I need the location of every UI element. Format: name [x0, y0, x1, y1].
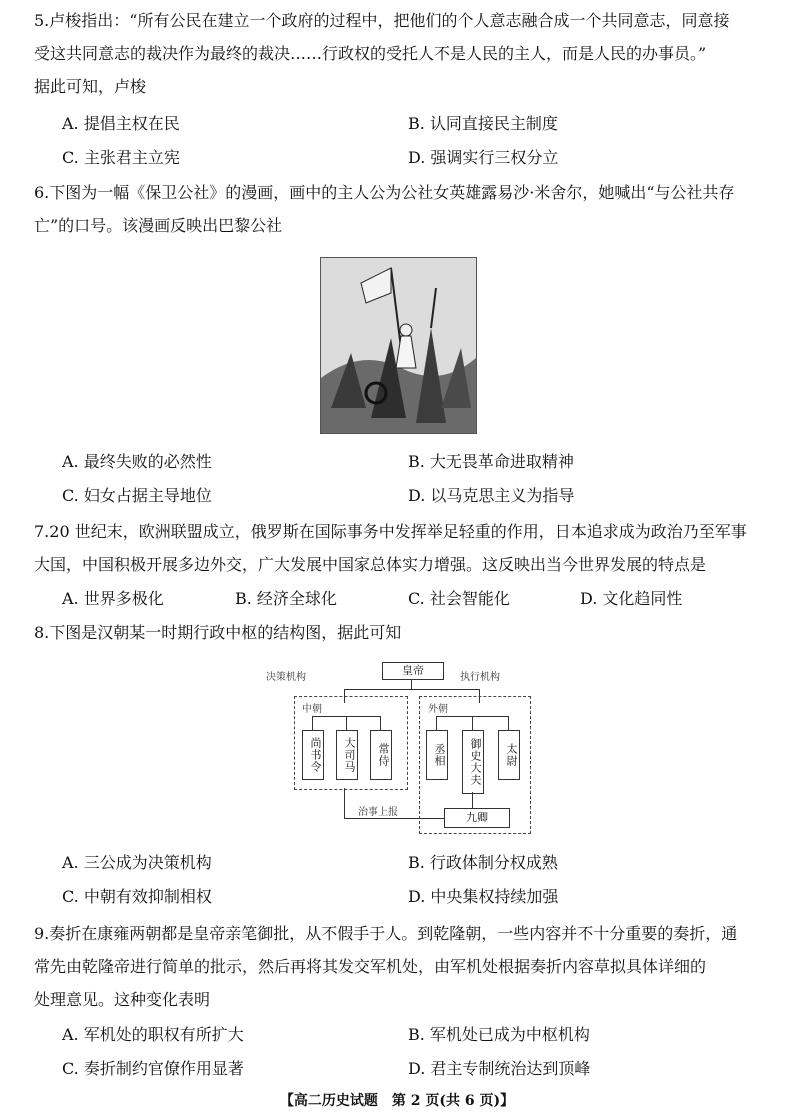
outer-member-2: 御史大夫: [462, 730, 484, 794]
q9-option-c: C. 奏折制约官僚作用显著: [62, 1059, 244, 1078]
q6-line-1: 6.下图为一幅《保卫公社》的漫画，画中的主人公为公社女英雄露易沙·米舍尔，她喊出“与公社共存: [34, 183, 735, 202]
inner-member-3: 常侍: [370, 730, 392, 780]
connector-line: [346, 716, 347, 730]
question-5: [34, 4, 776, 103]
nine-ministers-box: 九卿: [444, 808, 510, 828]
connector-line: [472, 792, 473, 808]
q8-option-b: B. 行政体制分权成熟: [408, 853, 558, 872]
q5-option-a: A. 提倡主权在民: [62, 114, 180, 133]
connector-line: [344, 788, 345, 818]
commune-cartoon-image: [320, 257, 477, 434]
emperor-box: 皇帝: [382, 662, 444, 680]
exec-label: 执行机构: [460, 672, 500, 683]
q9-line-2: 常先由乾隆帝进行简单的批示，然后再将其发交军机处，由军机处根据奏折内容草拟具体详细的: [34, 957, 707, 976]
question-6: [34, 176, 776, 242]
connector-line: [380, 716, 381, 730]
q9-line-1: 9.奏折在康雍两朝都是皇帝亲笔御批，从不假手于人。到乾隆朝，一些内容并不十分重要的奏折，通: [34, 924, 738, 943]
decision-label: 决策机构: [266, 672, 306, 683]
q9-option-b: B. 军机处已成为中枢机构: [408, 1025, 590, 1044]
q7-option-d: D. 文化趋同性: [580, 589, 683, 608]
q7-option-a: A. 世界多极化: [62, 589, 164, 608]
connector-line: [344, 818, 444, 819]
q8-option-c: C. 中朝有效抑制相权: [62, 887, 212, 906]
q6-option-c: C. 妇女占据主导地位: [62, 486, 212, 505]
page-footer: 【高二历史试题 第 2 页(共 6 页)】: [279, 1093, 515, 1109]
inner-court-label: 中朝: [302, 704, 322, 715]
connector-line: [411, 679, 412, 689]
outer-member-3: 太尉: [498, 730, 520, 780]
q8-option-a: A. 三公成为决策机构: [62, 853, 212, 872]
q7-line-2: 大国，中国积极开展多边外交，广大发展中国家总体实力增强。这反映出当今世界发展的特点是: [34, 555, 707, 574]
q8-option-d: D. 中央集权持续加强: [408, 887, 559, 906]
inner-member-1: 尚书令: [302, 730, 324, 780]
q9-line-3: 处理意见。这种变化表明: [34, 990, 211, 1009]
outer-court-label: 外朝: [428, 704, 448, 715]
q5-option-d: D. 强调实行三权分立: [408, 148, 559, 167]
q7-line-1: 7.20 世纪末，欧洲联盟成立，俄罗斯在国际事务中发挥举足轻重的作用，日本追求成为政治乃至军事: [34, 522, 747, 541]
report-label: 治事上报: [356, 803, 400, 818]
q7-option-c: C. 社会智能化: [408, 589, 510, 608]
connector-line: [472, 716, 473, 730]
inner-member-2: 大司马: [336, 730, 358, 780]
connector-line: [312, 716, 313, 730]
q6-option-d: D. 以马克思主义为指导: [408, 486, 575, 505]
outer-member-1: 丞相: [426, 730, 448, 780]
q5-line-2: 受这共同意志的裁决作为最终的裁决……行政权的受托人不是人民的主人，而是人民的办事员。”: [34, 44, 707, 63]
q5-option-b: B. 认同直接民主制度: [408, 114, 558, 133]
q9-option-d: D. 君主专制统治达到顶峰: [408, 1059, 591, 1078]
q9-option-a: A. 军机处的职权有所扩大: [62, 1025, 244, 1044]
connector-line: [508, 716, 509, 730]
q6-line-2: 亡”的口号。该漫画反映出巴黎公社: [34, 216, 283, 235]
connector-line: [344, 689, 479, 690]
connector-line: [436, 716, 437, 730]
q5-line-3: 据此可知，卢梭: [34, 77, 147, 96]
cartoon-illustration-icon: [321, 258, 476, 433]
q5-line-1: 5.卢梭指出：“所有公民在建立一个政府的过程中，把他们的个人意志融合成一个共同意志，同意接: [34, 11, 730, 30]
q6-option-b: B. 大无畏革命进取精神: [408, 452, 574, 471]
q6-option-a: A. 最终失败的必然性: [62, 452, 212, 471]
q7-option-b: B. 经济全球化: [235, 589, 337, 608]
question-9: [34, 917, 776, 1016]
han-administration-diagram: [264, 660, 534, 842]
question-8: [34, 616, 776, 649]
q5-option-c: C. 主张君主立宪: [62, 148, 180, 167]
question-7: [34, 515, 776, 581]
q8-line-1: 8.下图是汉朝某一时期行政中枢的结构图，据此可知: [34, 623, 402, 642]
